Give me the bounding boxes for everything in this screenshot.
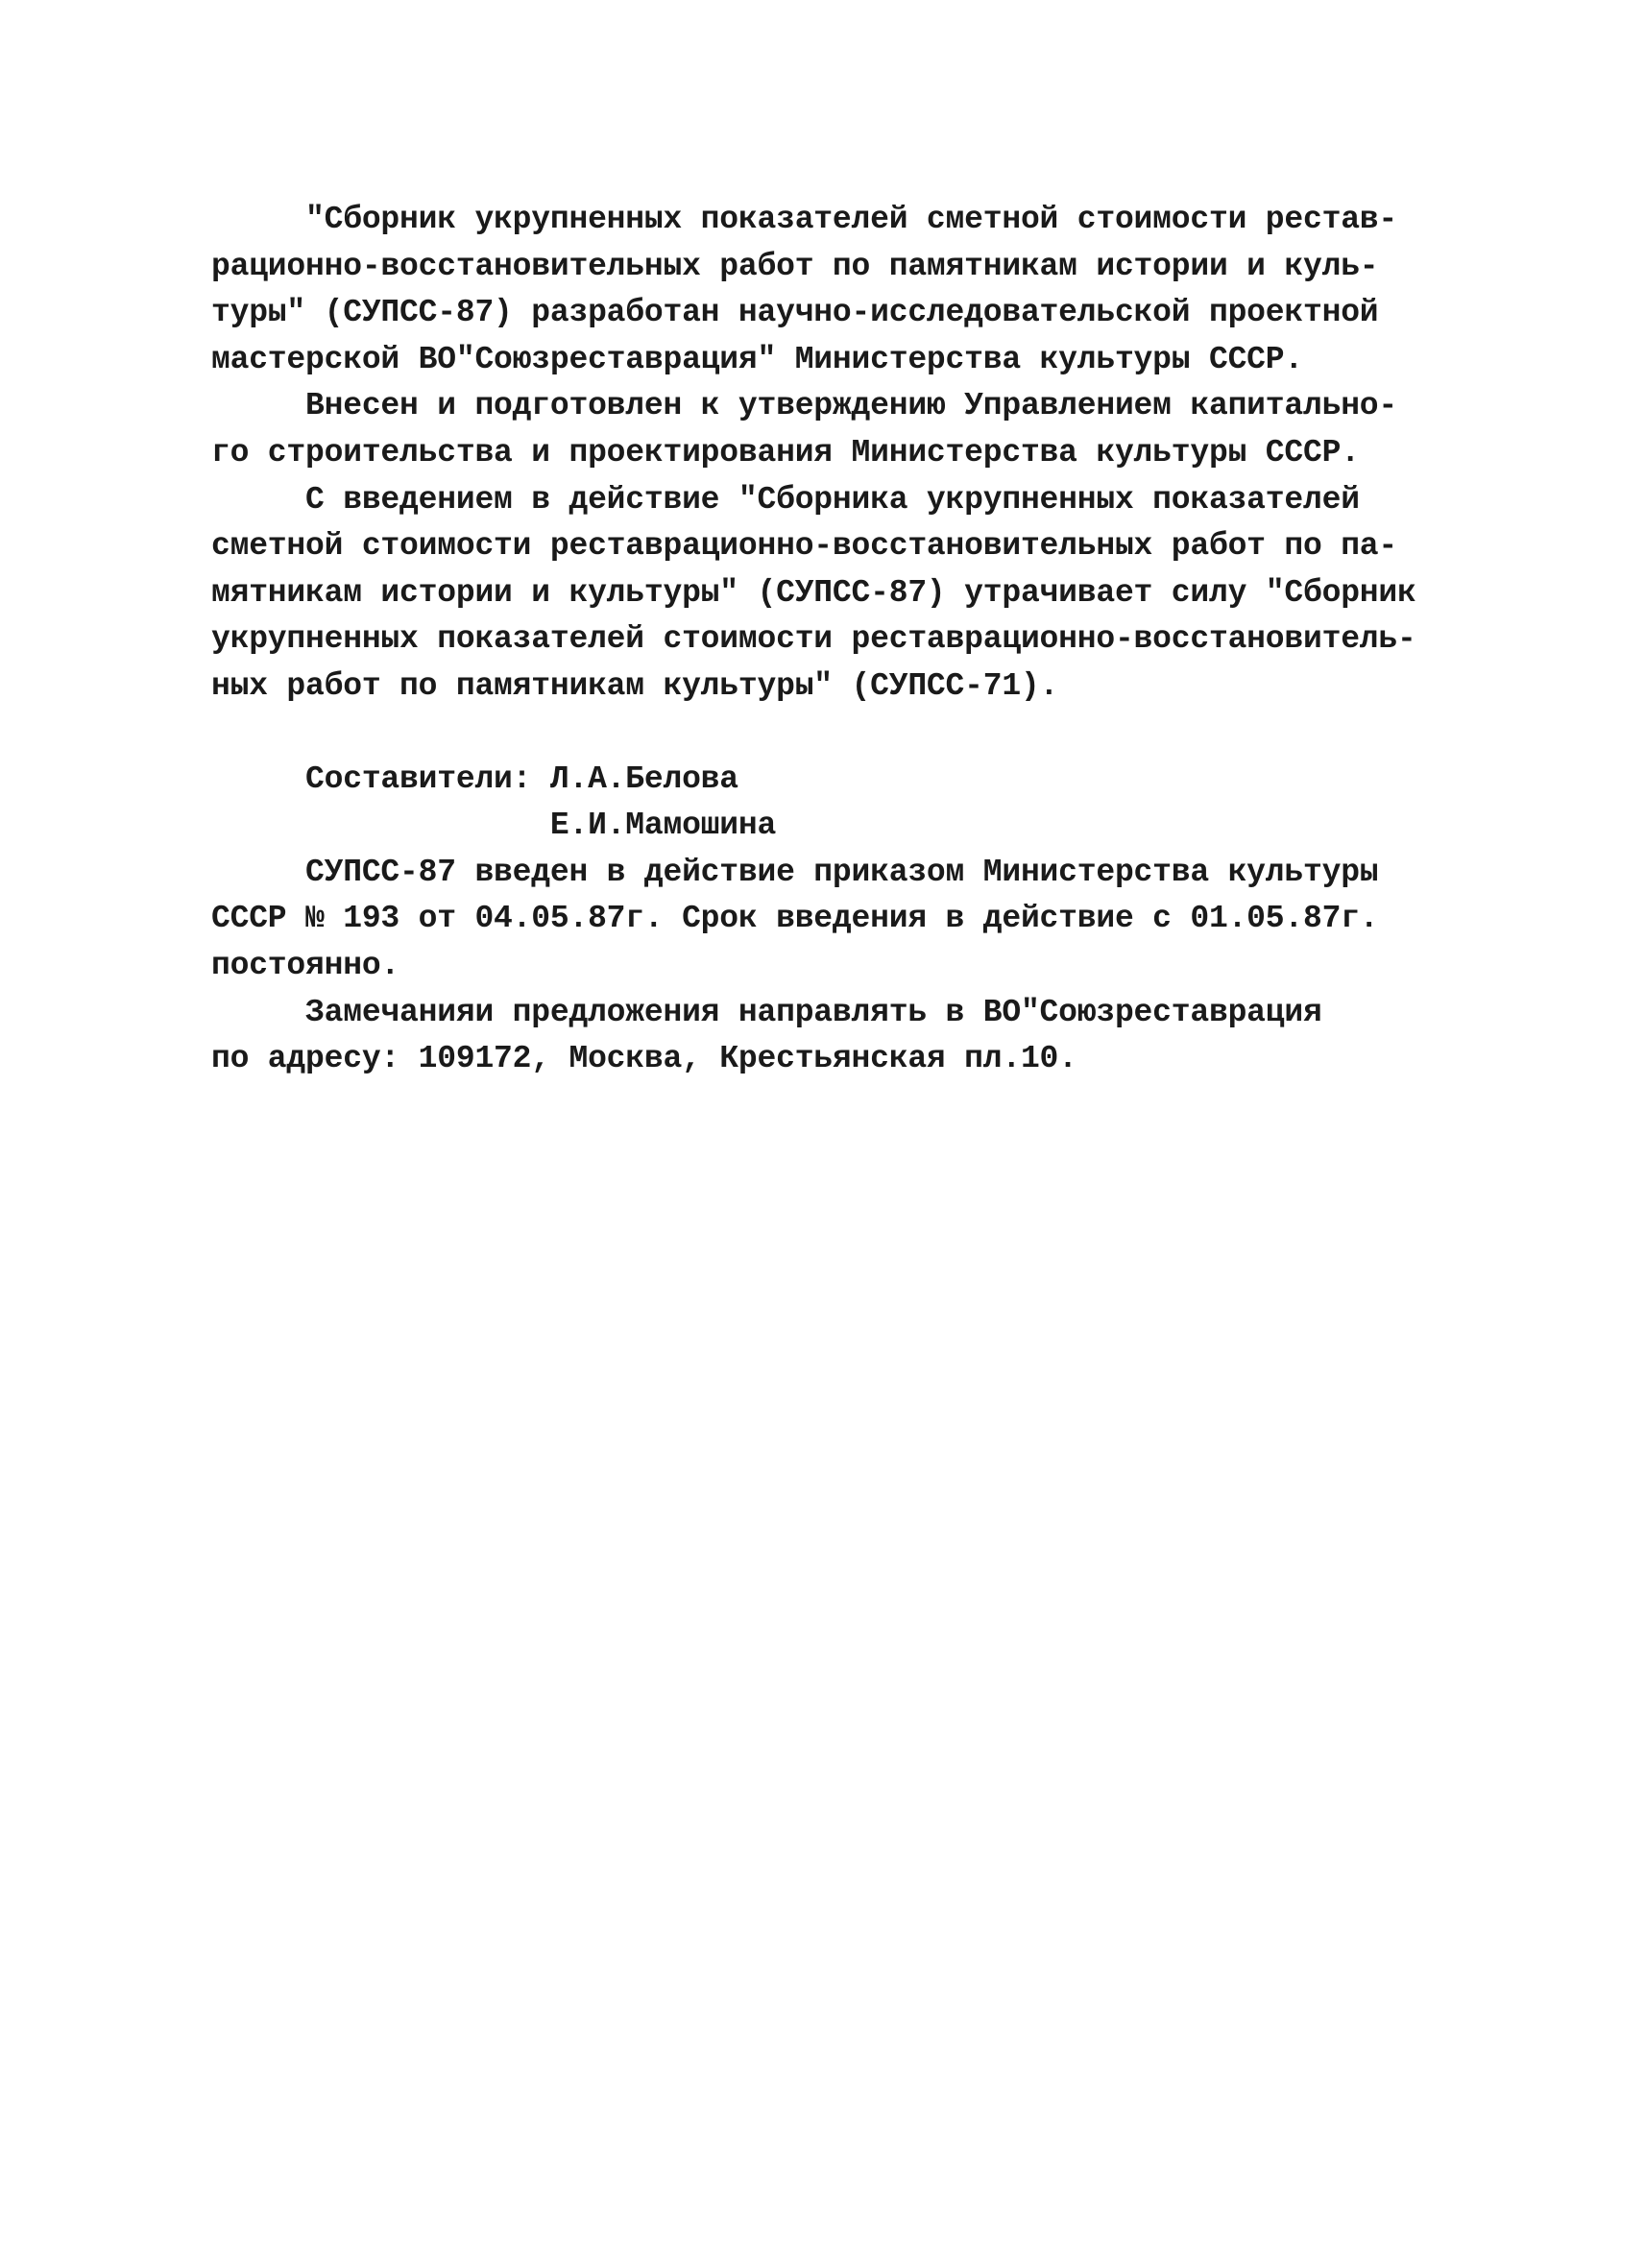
paragraph-order <box>211 850 1460 990</box>
text-line: постоянно. <box>211 947 400 983</box>
text-line: "Сборник укрупненных показателей сметной стоимости рестав- <box>211 202 1398 237</box>
text-line: по адресу: 109172, Москва, Крестьянская пл.10. <box>211 1041 1077 1077</box>
compilers-block <box>211 757 1460 850</box>
paragraph-submitted <box>211 383 1460 476</box>
text-line: Замечанияи предложения направлять в ВО"Союзреставрация <box>211 994 1322 1030</box>
text-line: мятникам истории и культуры" (СУПСС-87) утрачивает силу "Сборник <box>211 574 1416 611</box>
text-line: Внесен и подготовлен к утверждению Управлением капитально- <box>211 388 1398 424</box>
paragraph-feedback <box>211 990 1460 1083</box>
compilers-line: Составители: Л.А.Белова <box>211 760 738 797</box>
paragraph-supersedes <box>211 477 1460 711</box>
paragraph-intro <box>211 197 1460 383</box>
text-line: С введением в действие "Сборника укрупненных показателей <box>211 481 1360 518</box>
text-line: рационно-восстановительных работ по памятникам истории и куль- <box>211 248 1379 284</box>
text-line: ных работ по памятникам культуры" (СУПСС-71). <box>211 667 1059 704</box>
text-line: укрупненных показателей стоимости реставрационно-восстановитель- <box>211 621 1416 658</box>
compilers-line: Е.И.Мамошина <box>211 808 777 844</box>
text-line: го строительства и проектирования Министерства культуры СССР. <box>211 434 1360 470</box>
text-line: туры" (СУПСС-87) разработан научно-исследовательской проектной <box>211 295 1379 331</box>
text-line: мастерской ВО"Союзреставрация" Министерства культуры СССР. <box>211 341 1303 377</box>
text-line: СУПСС-87 введен в действие приказом Министерства культуры <box>211 854 1379 890</box>
document-body <box>211 197 1460 1083</box>
text-line: СССР № 193 от 04.05.87г. Срок введения в действие с 01.05.87г. <box>211 901 1379 937</box>
text-line: сметной стоимости реставрационно-восстановительных работ по па- <box>211 528 1398 565</box>
